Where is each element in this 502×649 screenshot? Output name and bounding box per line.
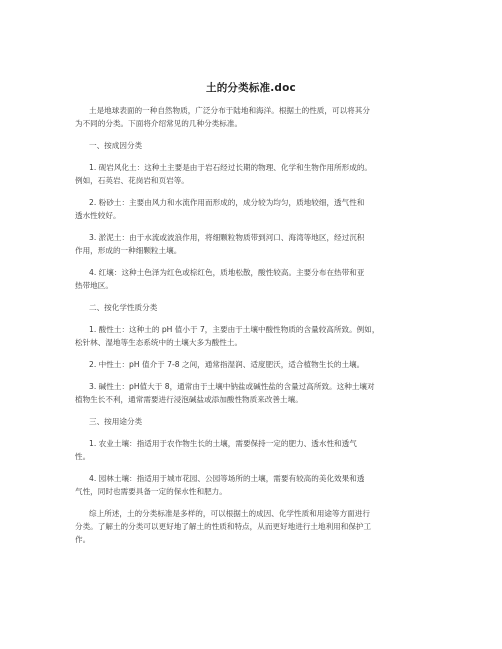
- intro-line-2: 为不同的分类。下面将介绍常见的几种分类标准。: [75, 119, 243, 128]
- p8-line-2: 性。: [75, 452, 91, 461]
- conclusion-line-1: 综上所述，土的分类标准是多样的，可以根据土的成因、化学性质和用途等方面进行: [89, 509, 370, 518]
- section-heading-chemical: 二、按化学性质分类: [89, 303, 158, 312]
- section-heading-usage: 三、按用途分类: [89, 417, 143, 426]
- document-title: 土的分类标准.doc: [206, 82, 296, 94]
- p9-line-1: 4. 园林土壤：指适用于城市花园、公园等场所的土壤，需要有较高的美化效果和透: [89, 474, 365, 483]
- p7-line-2: 植物生长不利，通常需要进行浸泡碱盐或添加酸性物质来改善土壤。: [75, 395, 303, 404]
- p9-line-2: 气性，同时也需要具备一定的保水性和肥力。: [75, 487, 227, 496]
- p5-line-2: 松针林、湿地等生态系统中的土壤大多为酸性土。: [75, 338, 243, 347]
- p4-line-1: 4. 红壤：这种土色泽为红色或棕红色，质地松散，酸性较高。主要分布在热带和亚: [89, 268, 365, 277]
- p2-line-2: 透水性较好。: [75, 211, 121, 220]
- p3-line-1: 3. 淤泥土：由于水流或波浪作用，将细颗粒物质带到河口、海湾等地区，经过沉积: [89, 233, 365, 242]
- conclusion-line-3: 作。: [75, 535, 91, 544]
- p6-line-1: 2. 中性土：pH 值介于 7-8 之间，通常指湿润、适度肥沃，适合植物生长的土壤。: [89, 360, 365, 369]
- intro-line-1: 土是地球表面的一种自然物质，广泛分布于陆地和海洋。根据土的性质，可以将其分: [89, 106, 370, 115]
- section-heading-origin: 一、按成因分类: [89, 141, 143, 150]
- p3-line-2: 作用，形成的一种细颗粒土壤。: [75, 246, 182, 255]
- p4-line-2: 热带地区。: [75, 281, 113, 290]
- p1-line-2: 例如，石英岩、花岗岩和页岩等。: [75, 176, 189, 185]
- p5-line-1: 1. 酸性土：这种土的 pH 值小于 7，主要由于土壤中酸性物质的含量较高所致。例如，: [89, 325, 380, 334]
- p2-line-1: 2. 粉砂土：主要由风力和水流作用而形成的，成分较为均匀，质地较细，透气性和: [89, 198, 365, 207]
- conclusion-line-2: 分类。了解土的分类可以更好地了解土的性质和特点，从而更好地进行土地利用和保护工: [75, 522, 372, 531]
- p1-line-1: 1. 砚岩风化土：这种土主要是由于岩石经过长期的物理、化学和生物作用所形成的。: [89, 163, 373, 172]
- p8-line-1: 1. 农业土壤：指适用于农作物生长的土壤，需要保持一定的肥力、透水性和透气: [89, 439, 357, 448]
- p7-line-1: 3. 碱性土：pH值大于 8，通常由于土壤中钠盐或碱性盐的含量过高所致。这种土壤对: [89, 382, 375, 391]
